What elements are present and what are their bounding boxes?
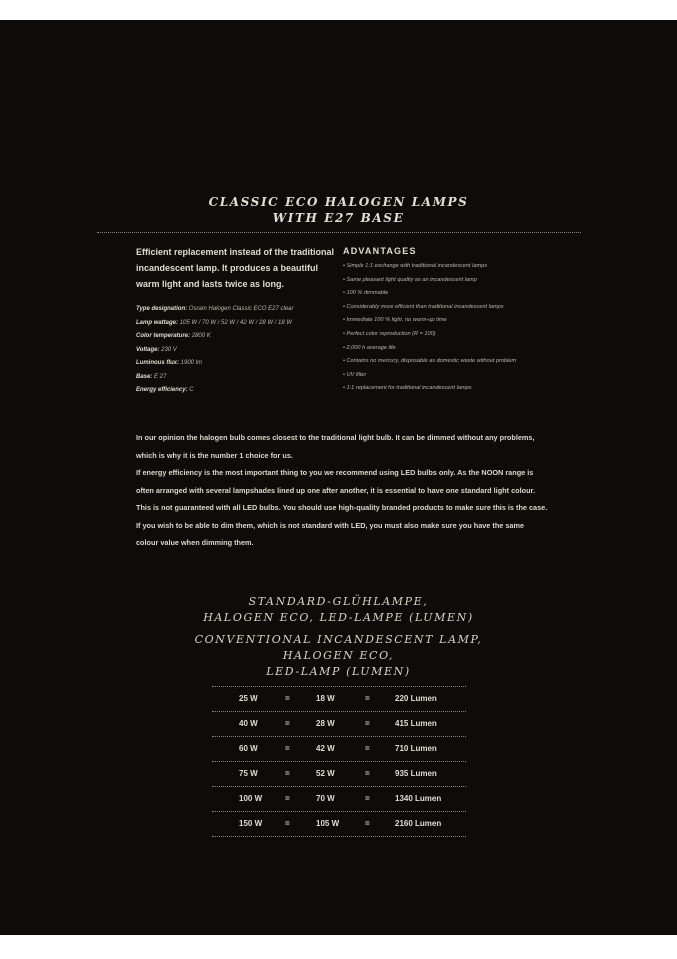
comparison-table	[212, 686, 466, 837]
advantage-item: • UV filter	[343, 371, 367, 378]
led-cell: 220 Lumen	[395, 694, 437, 703]
comparison-title-de-line: STANDARD-GLÜHLAMPE,	[248, 595, 429, 608]
table-row	[212, 762, 466, 787]
advantage-item: • Same pleasant light quality as an incandescent lamp	[343, 276, 477, 283]
comparison-title-en-line: CONVENTIONAL INCANDESCENT LAMP,	[194, 633, 483, 646]
spec-item: Energy efficiency: C	[136, 387, 194, 393]
equals-sign: =	[365, 694, 370, 703]
spec-item: Lamp wattage: 105 W / 70 W / 52 W / 42 W / 28 W / 18 W	[136, 319, 293, 326]
table-row	[212, 787, 466, 812]
spec-item: Color temperature: 2800 K	[136, 333, 211, 339]
led-cell: 935 Lumen	[395, 769, 437, 778]
advantage-item: • Perfect color reproduction (R = 100)	[343, 330, 436, 337]
incandescent-cell: 100 W	[239, 794, 263, 803]
equals-sign: =	[285, 819, 290, 828]
led-cell: 2160 Lumen	[395, 819, 442, 828]
advantages-heading: ADVANTAGES	[343, 246, 417, 256]
spec-item: Base: E 27	[136, 373, 167, 380]
halogen-cell: 18 W	[316, 694, 335, 703]
advantage-item: • 2,000 h average life	[343, 344, 396, 351]
comparison-title-en-line: LED-LAMP (LUMEN)	[266, 665, 411, 678]
incandescent-cell: 75 W	[239, 769, 258, 778]
comparison-title-de-line: HALOGEN ECO, LED-LAMPE (LUMEN)	[203, 611, 474, 624]
advantage-item: • Immediate 100 % light, no warm-up time	[343, 317, 447, 324]
table-row	[212, 812, 466, 837]
title-line-1: CLASSIC ECO HALOGEN LAMPS	[208, 195, 469, 209]
equals-sign: =	[365, 744, 370, 753]
equals-sign: =	[285, 794, 290, 803]
spec-item: Voltage: 230 V	[136, 346, 177, 353]
equals-sign: =	[285, 744, 290, 753]
equals-sign: =	[285, 694, 290, 703]
equals-sign: =	[285, 769, 290, 778]
equals-sign: =	[365, 719, 370, 728]
led-cell: 1340 Lumen	[395, 794, 442, 803]
advantages-section	[343, 246, 563, 396]
halogen-cell: 52 W	[316, 769, 335, 778]
comparison-title-en-line: HALOGEN ECO,	[282, 649, 395, 662]
spec-list	[136, 303, 346, 398]
spec-item: Luminous flux: 1900 lm	[136, 360, 203, 366]
incandescent-cell: 25 W	[239, 694, 258, 703]
advantage-item: • 100 % dimmable	[343, 290, 389, 297]
equals-sign: =	[285, 719, 290, 728]
advantage-item: • 1:1 replacement for traditional incandescent lamps	[343, 385, 472, 392]
advantage-item: • Considerably more efficient than traditional incandescent lamps	[343, 303, 504, 310]
recommendation-paragraph-2: If energy efficiency is the most important thing to you we recommend using LED bulbs only. As the NOON range is often arranged with several lampshades lined up one after another, it is essential to have one standard light colour. This is not guaranteed with all LED bulbs. You should use high-quality branded products to make sure this is the case. If you wish to be able to dim them, which is not standard with LED, you must also make sure you have the same colour value when dimming them.	[136, 468, 548, 547]
comparison-title-de	[0, 594, 677, 626]
halogen-cell: 42 W	[316, 744, 335, 753]
incandescent-cell: 150 W	[239, 819, 263, 828]
halogen-cell: 70 W	[316, 794, 335, 803]
advantage-item: • Simple 1:1 exchange with traditional incandescent lamps	[343, 263, 488, 269]
incandescent-cell: 40 W	[239, 719, 258, 728]
advantages-list	[343, 260, 563, 396]
halogen-cell: 28 W	[316, 719, 335, 728]
equals-sign: =	[365, 819, 370, 828]
halogen-cell: 105 W	[316, 819, 340, 828]
table-row	[212, 712, 466, 737]
equals-sign: =	[365, 769, 370, 778]
intro-text: Efficient replacement instead of the traditional incandescent lamp. It produces a beautiful warm light and lasts twice as long.	[136, 247, 335, 289]
document-page	[0, 20, 677, 935]
table-row	[212, 687, 466, 712]
page-title	[0, 194, 677, 226]
comparison-title-en	[0, 632, 677, 680]
table-row	[212, 737, 466, 762]
incandescent-cell: 60 W	[239, 744, 258, 753]
spec-item: Type designation: Osram Halogen Classic ECO E27 clear	[136, 306, 294, 312]
recommendation-paragraph-1: In our opinion the halogen bulb comes closest to the traditional light bulb. It can be dimmed without any problems, which is why it is the number 1 choice for us.	[136, 433, 535, 460]
led-cell: 710 Lumen	[395, 744, 437, 753]
equals-sign: =	[365, 794, 370, 803]
led-cell: 415 Lumen	[395, 719, 437, 728]
divider	[97, 232, 581, 233]
advantage-item: • Contains no mercury, disposable as domestic waste without problem	[343, 358, 517, 365]
title-line-2: WITH E27 BASE	[272, 211, 405, 225]
